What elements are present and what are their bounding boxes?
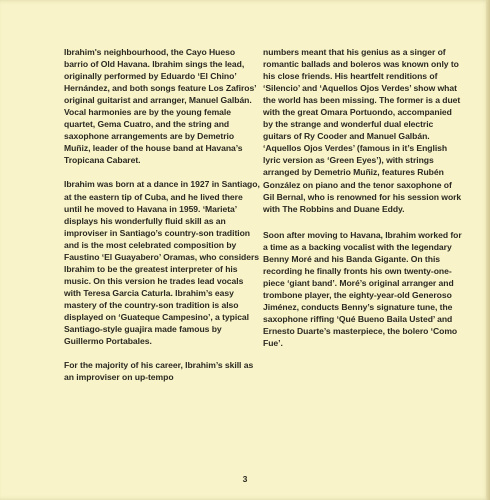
paragraph: For the majority of his career, Ibrahim’s skill as an improviser on up-tempo	[64, 360, 254, 383]
paragraph: Soon after moving to Havana, Ibrahim worked for a time as a backing vocalist with the legendary Benny Moré and his Banda Gigante. On this recording he finally fronts his own twenty-one-piece ‘giant band’. Moré’s original arranger and trombone player, the eighty-year-old Generoso Jiménez, conducts Benny’s signature tune, the saxophone riffing ‘Qué Bueno Baila Usted’ and Ernesto Duarte’s masterpiece, the bolero ‘Como Fue’.	[263, 229, 462, 349]
paragraph: Ibrahim's neighbourhood, the Cayo Hueso barrio of Old Havana. Ibrahim sings the lead, originally performed by Eduardo ‘El Chino’ Hernández, and both songs feature Los Zafiros’ original guitarist and arranger, Manuel Galbán. Vocal harmonies are by the young female quartet, Gema Cuatro, and the string and saxophone arrangements are by Demetrio Muñiz, leader of the house band at Havana’s Tropicana Cabaret.	[64, 47, 257, 166]
left-column	[64, 46, 260, 395]
page-number: 3	[242, 474, 248, 484]
page-edge-shadow	[486, 0, 490, 500]
paragraph: numbers meant that his genius as a singer of romantic ballads and boleros was known only to his close friends. His heartfelt renditions of ‘Silencio’ and ‘Aquellos Ojos Verdes’ show what the world has been missing. The former is a duet with the great Omara Portuondo, accompanied by the strange and wonderful dual electric guitars of Ry Cooder and Manuel Galbán. ‘Aquellos Ojos Verdes’ (famous in it’s English lyric version as ‘Green Eyes’), with strings arranged by Demetrio Muñiz, features Rubén González on piano and the tenor saxophone of Gil Bernal, who is renowned for his session work with The Robbins and Duane Eddy.	[263, 47, 462, 214]
paragraph: Ibrahim was born at a dance in 1927 in Santiago, at the eastern tip of Cuba, and he lived there until he moved to Havana in 1959. ‘Marieta’ displays his wonderfully fluid skill as an improviser in Santiago’s country-son tradition and is the most celebrated composition by Faustino ‘El Guayabero’ Oramas, who considers Ibrahim to be the greatest interpreter of his music. On this version he trades lead vocals with Teresa Garcia Caturla. Ibrahim’s easy mastery of the country-son tradition is also displayed on ‘Guateque Campesino’, a typical Santiago-style guajira made famous by Guillermo Portabales.	[64, 179, 260, 347]
right-column	[263, 46, 463, 361]
